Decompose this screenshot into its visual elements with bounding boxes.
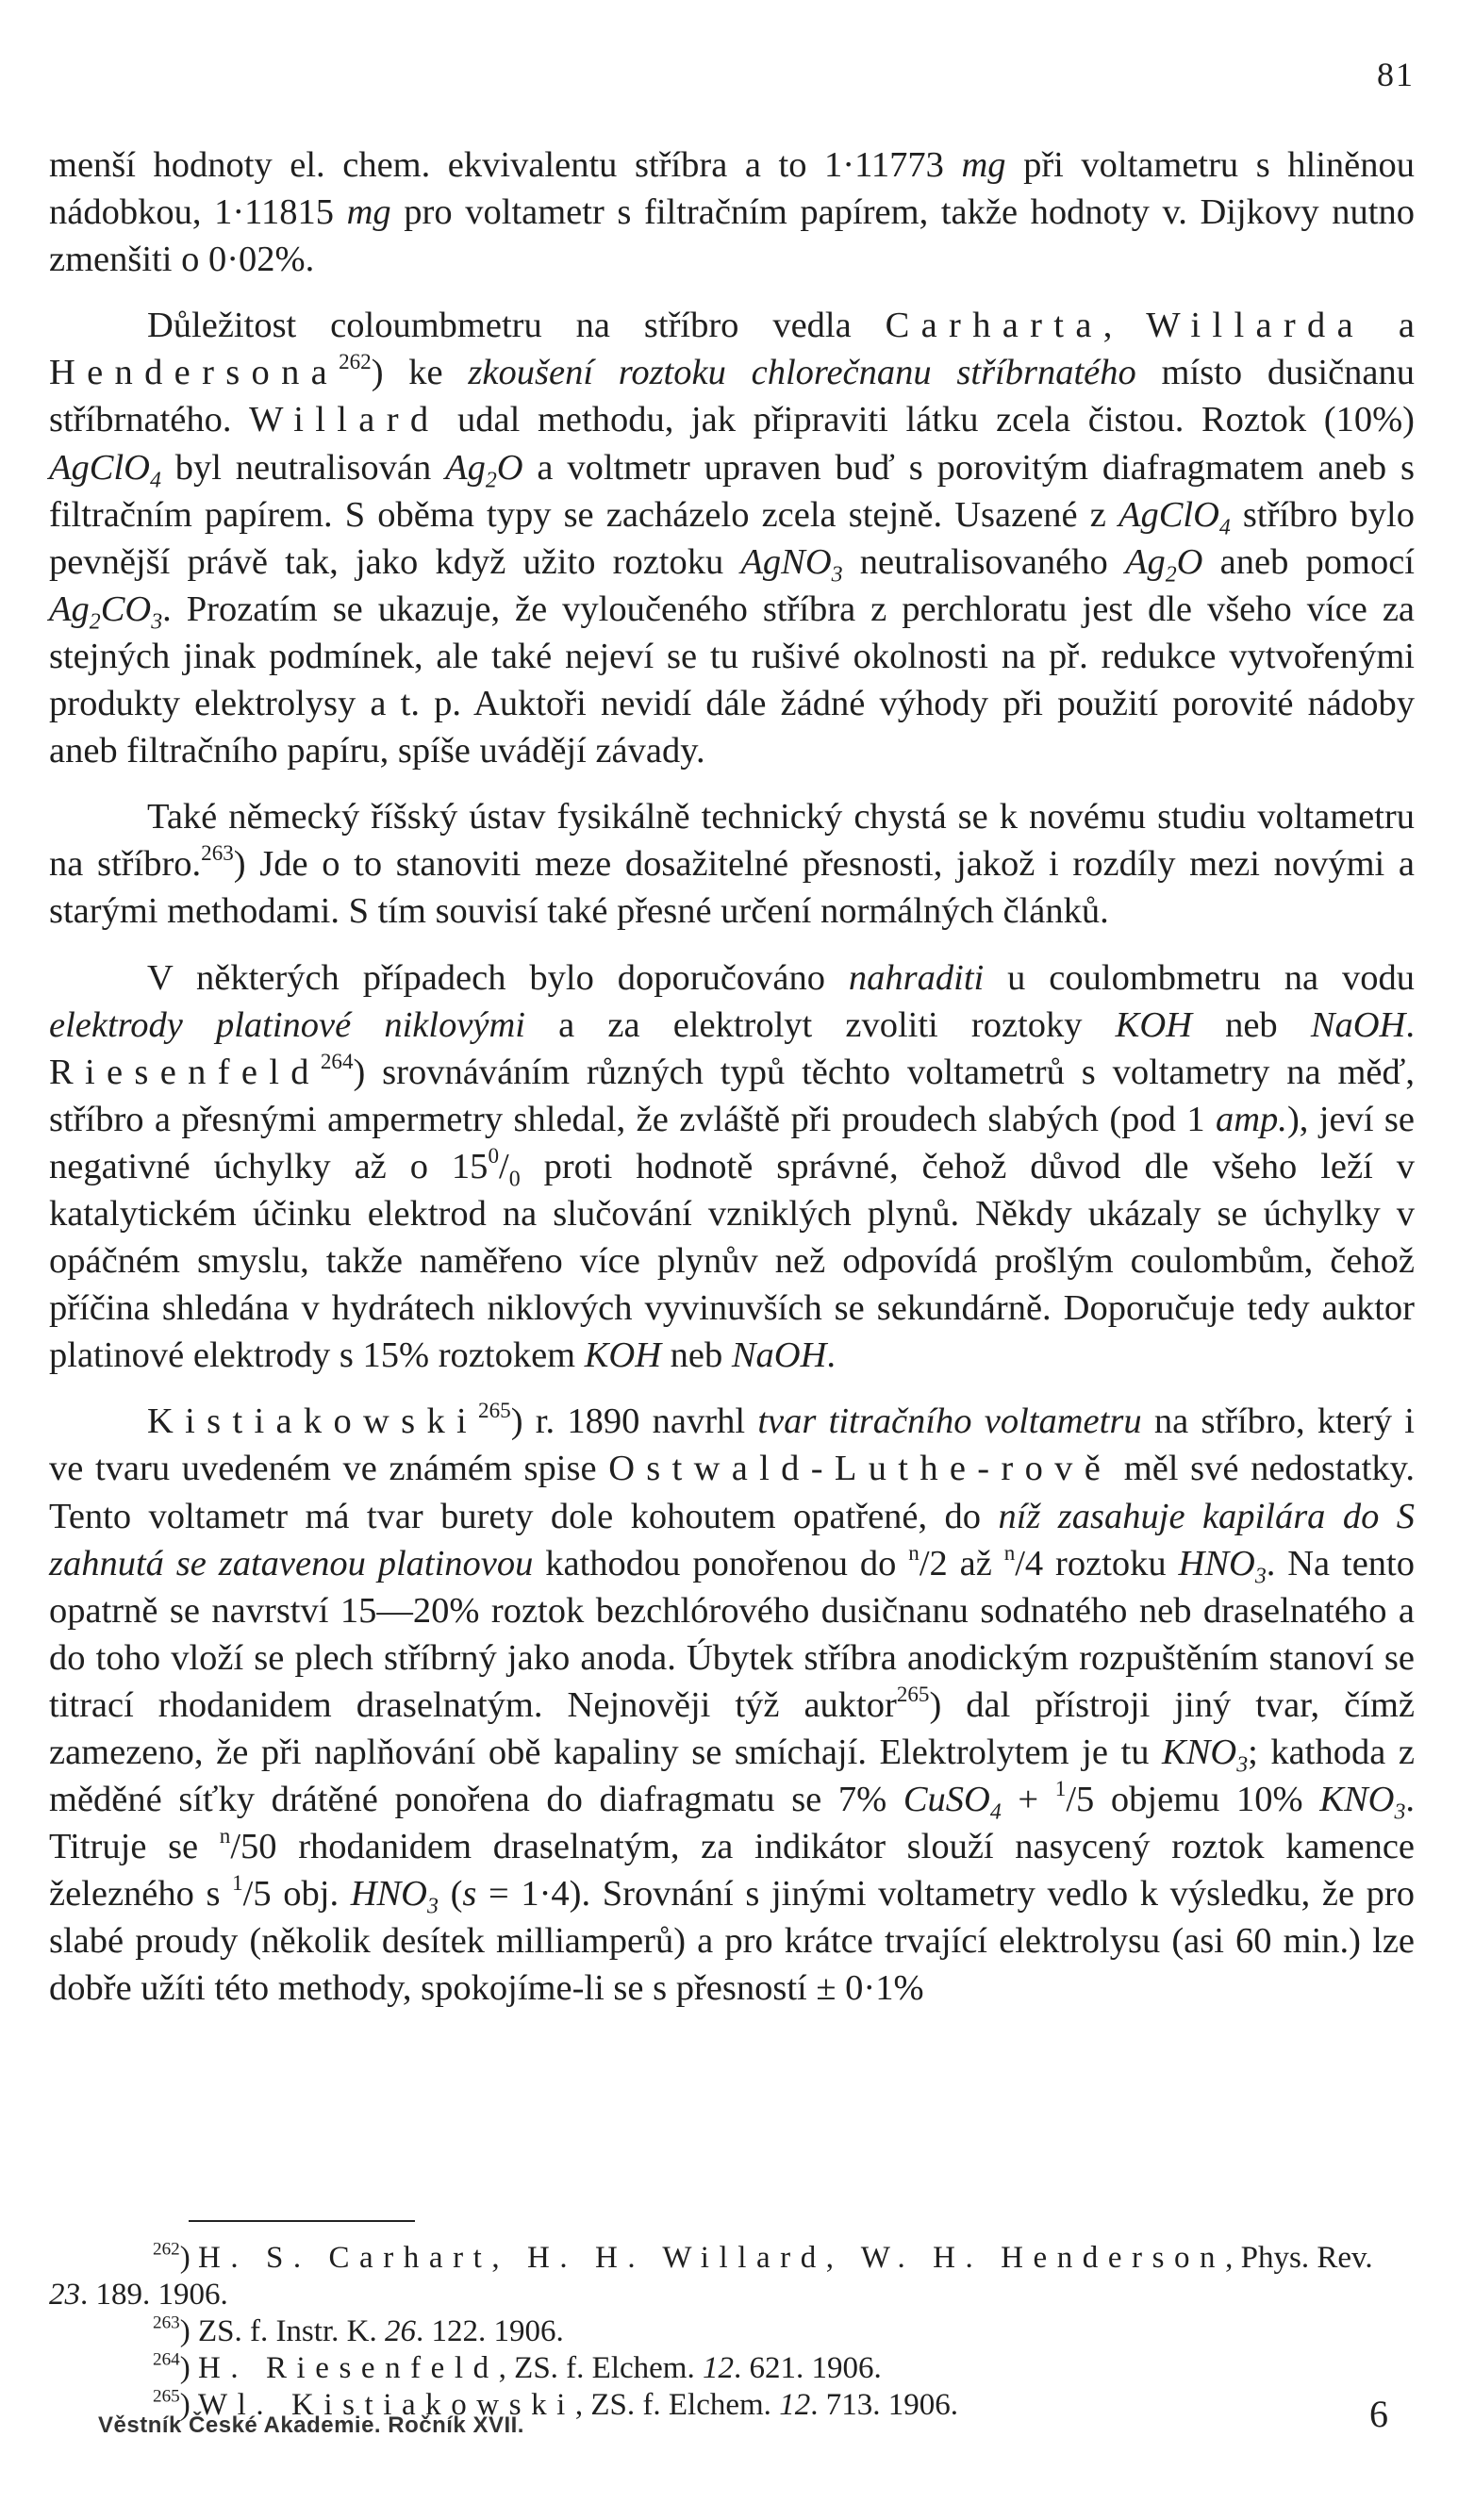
text-run: byl neutralisován (160, 447, 446, 488)
formula-sub: 2 (485, 468, 497, 493)
formula-part: HNO (350, 1874, 427, 1915)
formula-sub: 3 (427, 1894, 439, 1919)
author-name: Ostwald-Luthe-rově (608, 1449, 1113, 1489)
formula-sub: 3 (151, 609, 163, 635)
formula-sub: 2 (89, 609, 101, 635)
footnote-authors: Wl. Kistiakowski (197, 2388, 575, 2422)
text-run: a za elektrolyt zvoliti roztoky (525, 1004, 1116, 1045)
footnote-265: $^{265}$) Wl. Kistiakowski, ZS. f. Elchem. 12. 713. 1906. (153, 2386, 958, 2422)
page-number: 81 (1377, 56, 1415, 93)
text-run: Důležitost coloumbmetru na stříbro vedla (147, 306, 886, 346)
footnote-authors: H. S. Carhart, H. H. Willard, W. H. Henderson (197, 2241, 1226, 2275)
paragraph-2 (49, 302, 1415, 774)
author-name: Willarda (1146, 306, 1365, 346)
chem-formula (903, 1780, 1002, 1825)
footnote-number: 264 (153, 2349, 180, 2370)
variable: s (462, 1874, 477, 1915)
chem-formula: NaOH (731, 1335, 827, 1376)
text-run: . Titruje se (49, 1780, 1415, 1867)
chem-formula (445, 447, 523, 493)
text-run: proti hodnotě správné, čehož důvod dle všeho leží v katalytickém účinku elektrod na slučování vzniklých plynů. Někdy ukázaly se úchylky v opáčném smyslu, takže naměřeno více plynův než odpovídá prošlým coulombům, čehož příčina shledána v hydrátech niklových vyvinuvších se sekundárně. Doporučuje tedy auktor platinové elektrody s 15% roztokem (49, 1146, 1415, 1376)
signature-mark: 6 (1369, 2393, 1388, 2435)
chem-formula (49, 589, 163, 635)
formula-part: O (1176, 541, 1203, 582)
footnote-divider (189, 2220, 415, 2222)
footnote-ref: 264 (320, 1048, 354, 1073)
footnote-264: $^{264}$) H. Riesenfeld, ZS. f. Elchem. 12. 621. 1906. (153, 2349, 882, 2385)
text-run: ) dal přístroji jiný tvar, čímž zamezeno, že při naplňování obě kapaliny se smíchají. Elektrolytem je tu (49, 1684, 1416, 1772)
chem-formula (1178, 1543, 1267, 1589)
text-run: . Prozatím se ukazuje, že vylоučeného stříbra z perchloratu jest dle všeho více za stejných jinak podmínek, ale také nejeví se tu rušivé okolnosti na př. redukce vytvořenými produkty elektrolysy a t. p. Auktoři nevidí dále žádné výhody při použití porovité nádoby aneb filtračního papíru, spíše uvádějí závady. (49, 589, 1415, 771)
footnote-ref: 263 (201, 840, 234, 866)
percent-sup: 0 (488, 1142, 499, 1168)
chem-formula (49, 447, 161, 493)
footnote-journal: , ZS. f. Elchem. (498, 2351, 703, 2385)
text-run: místo dusičnanu stříbrnatého. (49, 353, 1415, 440)
chem-formula: KOH (1115, 1004, 1192, 1045)
text-run: V některých případech bylo doporučováno (147, 957, 849, 998)
chem-formula: NaOH (1310, 1004, 1406, 1045)
unit: mg (346, 192, 391, 233)
normality: /2 (919, 1543, 948, 1583)
footnotes (49, 2240, 1415, 2424)
formula-part: Ag (445, 447, 486, 488)
paragraph-1 (49, 141, 1415, 283)
text-run: na stříbro, který i ve tvaru uvedeném ve známém spise (49, 1401, 1415, 1489)
chem-formula (1319, 1780, 1406, 1825)
unit: mg (961, 145, 1006, 185)
paragraph-5 (49, 1398, 1415, 2012)
formula-sub: 3 (1394, 1799, 1406, 1825)
formula-part: Ag (49, 589, 90, 629)
formula-sub: 3 (1254, 1564, 1267, 1589)
text-run: kathodou ponořenou do (533, 1543, 909, 1583)
footnote-journal: ZS. f. Instr. K. (197, 2314, 385, 2348)
text-run: měl své nedostatky. Tento voltametr má tvar burety dole kohoutem opatřené, do (49, 1449, 1415, 1536)
chem-formula (1118, 494, 1231, 540)
emphasis: elektrody platinové niklovými (49, 1004, 526, 1045)
formula-sub: 4 (149, 468, 161, 493)
footnote-ref: 262 (339, 349, 372, 374)
text-run: ) ke (371, 353, 469, 393)
text-run: objemu 10% (1094, 1780, 1320, 1820)
footnote-rest: . 189. 1906. (80, 2278, 228, 2312)
fraction-sup: 1 (232, 1870, 243, 1896)
text-run: . Na tento opatrně se navrství 15—20% roztok bezchlórového dusičnanu sodnatého neb draselnatého a do toho vloží se plech stříbrný jako anoda. Úbytek stříbra anodickým rozpuštěním stanoví se titrací rhodanidem draselnatým. Nejnověji týž auktor (49, 1543, 1415, 1725)
text-run: aneb pomocí (1202, 541, 1415, 582)
percent-sub: 0 (508, 1167, 521, 1192)
unit: amp. (1216, 1099, 1287, 1139)
text-run: ) srovnáváním různých typů těchto voltametrů s voltametry na měď, stříbro a přesnými ampermetry shledal, že zvláště při proudech slabých (pod 1 (49, 1052, 1415, 1139)
formula-part: AgNO (740, 541, 832, 582)
text-run: pro voltametr s filtračním papírem, takže hodnoty v. Dijkovy nutno zmenšiti o 0·02%. (49, 192, 1415, 280)
footnote-rest: . 122. 1906. (415, 2314, 564, 2348)
formula-part: CuSO (903, 1780, 990, 1820)
journal-footer: Věstník České Akademie. Ročník XVII. (98, 2412, 524, 2438)
text-run: ) r. 1890 navrhl (510, 1401, 758, 1442)
text-run: a voltmetr upraven buď s porovitým diafragmatem aneb s filtračním papírem. S oběma typy se zacházelo zcela stejně. Usazené z (49, 447, 1415, 535)
formula-sub: 2 (1165, 562, 1177, 588)
main-text (49, 141, 1415, 2031)
percent-slash: / (498, 1146, 509, 1186)
normality: /4 (1015, 1543, 1044, 1583)
formula-part: O (496, 447, 523, 488)
footnote-ref: 265 (896, 1681, 930, 1706)
paragraph-3 (49, 793, 1415, 935)
footnote-rest: . 621. 1906. (733, 2351, 882, 2385)
text-run: . (826, 1335, 837, 1376)
text-run: menší hodnoty el. chem. ekvivalentu stříbra a to 1·11773 (49, 145, 962, 185)
paragraph-4 (49, 954, 1415, 1380)
chem-formula (1162, 1732, 1249, 1778)
normality: /50 (230, 1827, 277, 1867)
footnote-number: 265 (153, 2386, 180, 2407)
text-run: ( (438, 1874, 463, 1915)
text-run: , (1102, 306, 1147, 346)
formula-part: AgClO (49, 447, 150, 488)
author-name: Kistiakowski (147, 1401, 479, 1442)
chem-formula (740, 541, 843, 588)
text-run: až (947, 1543, 1004, 1583)
formula-part: HNO (1178, 1543, 1255, 1583)
emphasis: nahraditi (848, 957, 985, 998)
footnote-volume: 23 (49, 2278, 80, 2312)
text-run: = 1·4). Srovnání s jinými voltametry vedlo k výsledku, že pro slabé proudy (několik desítek milliamperů) a pro krátce trvající elektrolysu (asi 60 min.) lze dobře užíti této methody, spokojíme-li se s přesností ± 0·1% (49, 1874, 1415, 2009)
emphasis: níž zasahuje kapilára do S zahnutá se zatavenou platinovou (49, 1496, 1415, 1583)
fraction-sup: 1 (1054, 1775, 1067, 1800)
formula-part: KNO (1319, 1780, 1395, 1820)
emphasis: tvar titračního voltametru (757, 1401, 1142, 1442)
author-name: Hendersona (49, 353, 340, 393)
footnote-journal: , Phys. Rev. (1225, 2241, 1373, 2275)
text-run: stříbro bylo pevnější právě tak, jako když užito roztoku (49, 494, 1415, 582)
text-run: + (1001, 1780, 1055, 1820)
text-run: udal methodu, jak připraviti látku zcela čistou. Roztok (10%) (439, 400, 1415, 440)
formula-part: CO (100, 589, 152, 629)
footnote-volume: 12 (702, 2351, 734, 2385)
footnote-number: 263 (153, 2313, 180, 2333)
text-run: obj. (271, 1874, 351, 1915)
emphasis: zkoušení roztoku chlorečnanu stříbrnatého (468, 353, 1136, 393)
footnote-ref: 265 (478, 1398, 511, 1423)
text-run: ; kathoda z měděné síťky drátěné ponořena do diafragmatu se 7% (49, 1732, 1415, 1820)
chem-formula: KOH (584, 1335, 662, 1376)
text-run: ), jeví se negativné úchylky až o 15 (49, 1099, 1416, 1186)
footnote-authors: H. Riesenfeld (197, 2351, 499, 2385)
text-run: . (1405, 1004, 1415, 1045)
footnote-volume: 12 (779, 2388, 811, 2422)
chem-formula (350, 1874, 439, 1919)
formula-sub: 4 (989, 1799, 1002, 1825)
footnote-262: $^{262}$) H. S. Carhart, H. H. Willard, W. H. Henderson, Phys. Rev. 23. 189. 1906. (49, 2239, 1373, 2312)
formula-part: Ag (1124, 541, 1166, 582)
text-run: neb (661, 1335, 732, 1376)
footnote-journal: , ZS. f. Elchem. (574, 2388, 780, 2422)
formula-part: AgClO (1118, 494, 1219, 535)
formula-sub: 3 (831, 562, 843, 588)
fraction: /5 (1066, 1780, 1095, 1820)
text-run: Také německý říšský ústav fysikálně technický chystá se k novému studiu voltametru na stříbro. (49, 797, 1415, 885)
formula-sub: 3 (1236, 1752, 1249, 1778)
text-run: při voltametru s hliněnou nádobkou, 1·11815 (49, 145, 1415, 233)
footnote-263: $^{263}$) ZS. f. Instr. K. 26. 122. 1906. (153, 2313, 564, 2348)
footnote-number: 262 (153, 2239, 180, 2260)
text-run: neb (1191, 1004, 1311, 1045)
footnote-volume: 26 (384, 2314, 416, 2348)
fraction: /5 (242, 1874, 272, 1915)
normality-sup: n (908, 1539, 920, 1565)
text-run: rhodanidem draselnatým, za indikátor slouží nasycený roztok kamence železného s (49, 1827, 1415, 1915)
normality-sup: n (219, 1823, 231, 1849)
author-name: Riesenfeld (49, 1052, 321, 1092)
text-run: ) Jde o to stanoviti meze dosažitelné přesnosti, jakož i rozdíly mezi novými a starými methodami. S tím souvisí také přesné určení normálných článků. (49, 844, 1415, 932)
text-run: neutralisovaného (842, 541, 1125, 582)
author-name: Willard (249, 400, 440, 440)
author-name: Carharta (885, 306, 1103, 346)
normality-sup: n (1003, 1539, 1016, 1565)
formula-part: KNO (1162, 1732, 1237, 1772)
text-run: u coulombmetru na vodu (984, 957, 1415, 998)
formula-sub: 4 (1218, 515, 1231, 540)
text-run: a (1365, 306, 1416, 346)
footnote-rest: . 713. 1906. (810, 2388, 958, 2422)
chem-formula (1124, 541, 1203, 588)
text-run: roztoku (1043, 1543, 1179, 1583)
